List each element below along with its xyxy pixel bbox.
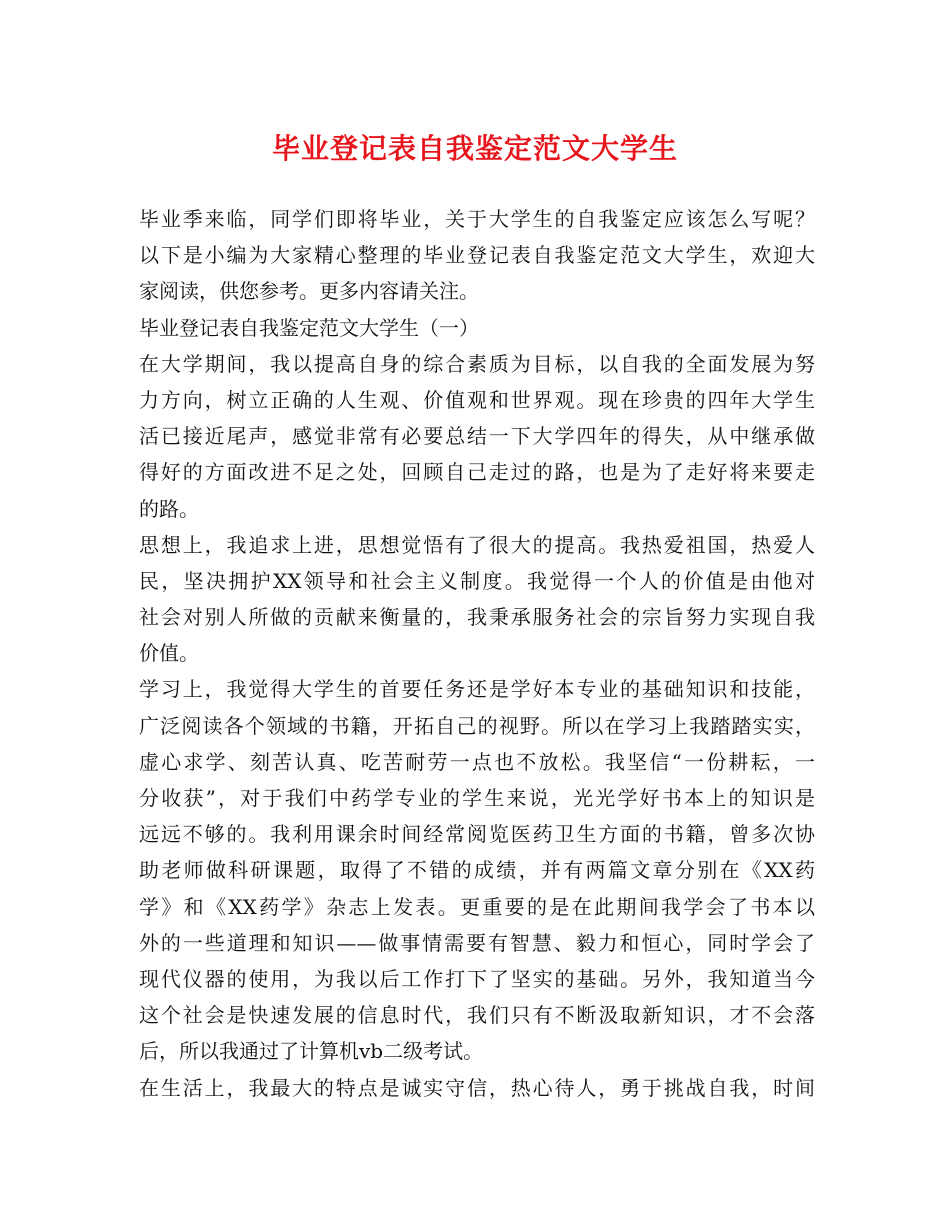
text-line: 分收获”，对于我们中药学专业的学生来说，光光学好书本上的知识是 (139, 786, 815, 810)
text-line: 的路。 (139, 496, 199, 521)
text-line: 民，坚决拥护XX领导和社会主义制度。我觉得一个人的价值是由他对 (139, 568, 815, 593)
text-line: 后，所以我通过了计算机vb二级考试。 (139, 1039, 484, 1064)
text-line: 助老师做科研课题，取得了不错的成绩，并有两篇文章分别在《XX药 (139, 858, 815, 883)
document-body (139, 201, 815, 1106)
text-line: 以下是小编为大家精心整理的毕业登记表自我鉴定范文大学生，欢迎大 (139, 243, 815, 268)
text-line: 在生活上，我最大的特点是诚实守信，热心待人，勇于挑战自我，时间 (139, 1075, 815, 1100)
text-line: 得好的方面改进不足之处，回顾自己走过的路，也是为了走好将来要走 (139, 460, 815, 485)
text-line: 这个社会是快速发展的信息时代，我们只有不断汲取新知识，才不会落 (139, 1003, 815, 1028)
text-line: 虚心求学、刻苦认真、吃苦耐劳一点也不放松。我坚信“一份耕耘，一 (139, 749, 815, 774)
text-line: 社会对别人所做的贡献来衡量的，我秉承服务社会的宗旨努力实现自我 (139, 605, 815, 630)
text-line: 家阅读，供您参考。更多内容请关注。 (139, 279, 479, 304)
text-line: 毕业登记表自我鉴定范文大学生（一） (139, 315, 479, 340)
text-line: 远远不够的。我利用课余时间经常阅览医药卫生方面的书籍，曾多次协 (139, 822, 815, 847)
text-line: 广泛阅读各个领域的书籍，开拓自己的视野。所以在学习上我踏踏实实， (139, 713, 815, 738)
text-line: 活已接近尾声，感觉非常有必要总结一下大学四年的得失，从中继承做 (139, 424, 815, 449)
text-line: 思想上，我追求上进，思想觉悟有了很大的提高。我热爱祖国，热爱人 (139, 532, 815, 557)
text-line: 学》和《XX药学》杂志上发表。更重要的是在此期间我学会了书本以 (139, 894, 815, 919)
text-line: 力方向，树立正确的人生观、价值观和世界观。现在珍贵的四年大学生 (139, 387, 815, 412)
text-line: 价值。 (139, 641, 199, 666)
text-line: 现代仪器的使用，为我以后工作打下了坚实的基础。另外，我知道当今 (139, 966, 815, 991)
text-line: 在大学期间，我以提高自身的综合素质为目标，以自我的全面发展为努 (139, 351, 815, 376)
text-line: 学习上，我觉得大学生的首要任务还是学好本专业的基础知识和技能， (139, 677, 815, 702)
document-title: 毕业登记表自我鉴定范文大学生 (271, 132, 678, 165)
text-line: 毕业季来临，同学们即将毕业，关于大学生的自我鉴定应该怎么写呢？ (139, 207, 815, 231)
text-line: 外的一些道理和知识——做事情需要有智慧、毅力和恒心，同时学会了 (139, 930, 815, 955)
